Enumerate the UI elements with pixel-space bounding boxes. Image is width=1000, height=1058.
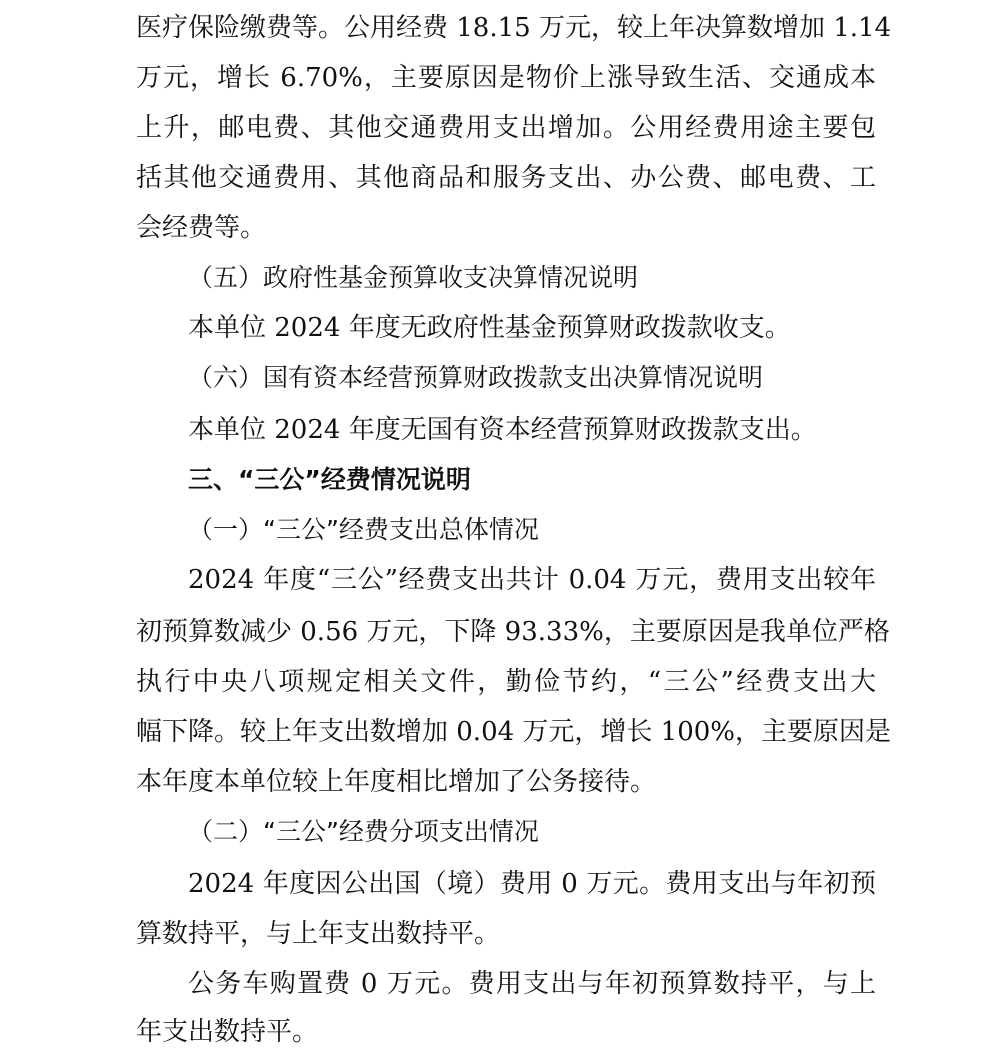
paragraph-line: 括其他交通费用、其他商品和服务支出、办公费、邮电费、工 [136,163,876,193]
paragraph-line: 算数持平，与上年支出数持平。 [136,919,501,949]
paragraph-line: 2024 年度因公出国（境）费用 0 万元。费用支出与年初预 [188,869,876,899]
section-heading: （五）政府性基金预算收支决算情况说明 [188,263,639,292]
paragraph-line: 年支出数持平。 [136,1017,319,1047]
paragraph-line: 本单位 2024 年度无政府性基金预算财政拨款收支。 [188,313,791,343]
paragraph-line: 执行中央八项规定相关文件，勤俭节约，“三公”经费支出大 [136,667,876,697]
paragraph-line: 幅下降。较上年支出数增加 0.04 万元，增长 100%，主要原因是 [136,717,892,747]
paragraph-line: 医疗保险缴费等。公用经费 18.15 万元，较上年决算数增加 1.14 [136,13,892,43]
paragraph-line: 本单位 2024 年度无国有资本经营预算财政拨款支出。 [188,415,817,445]
section-heading: （二）“三公”经费分项支出情况 [188,817,539,846]
section-heading: （一）“三公”经费支出总体情况 [188,515,539,544]
paragraph-line: 本年度本单位较上年度相比增加了公务接待。 [136,767,657,797]
paragraph-line: 公务车购置费 0 万元。费用支出与年初预算数持平，与上 [188,969,876,999]
section-heading: （六）国有资本经营预算财政拨款支出决算情况说明 [188,363,764,392]
paragraph-line: 2024 年度“三公”经费支出共计 0.04 万元，费用支出较年 [188,565,876,595]
paragraph-line: 上升，邮电费、其他交通费用支出增加。公用经费用途主要包 [136,113,876,143]
paragraph-line: 初预算数减少 0.56 万元，下降 93.33%，主要原因是我单位严格 [136,617,890,647]
chapter-heading: 三、“三公”经费情况说明 [188,465,471,494]
paragraph-line: 会经费等。 [136,213,267,243]
paragraph-line: 万元，增长 6.70%，主要原因是物价上涨导致生活、交通成本 [136,63,876,93]
